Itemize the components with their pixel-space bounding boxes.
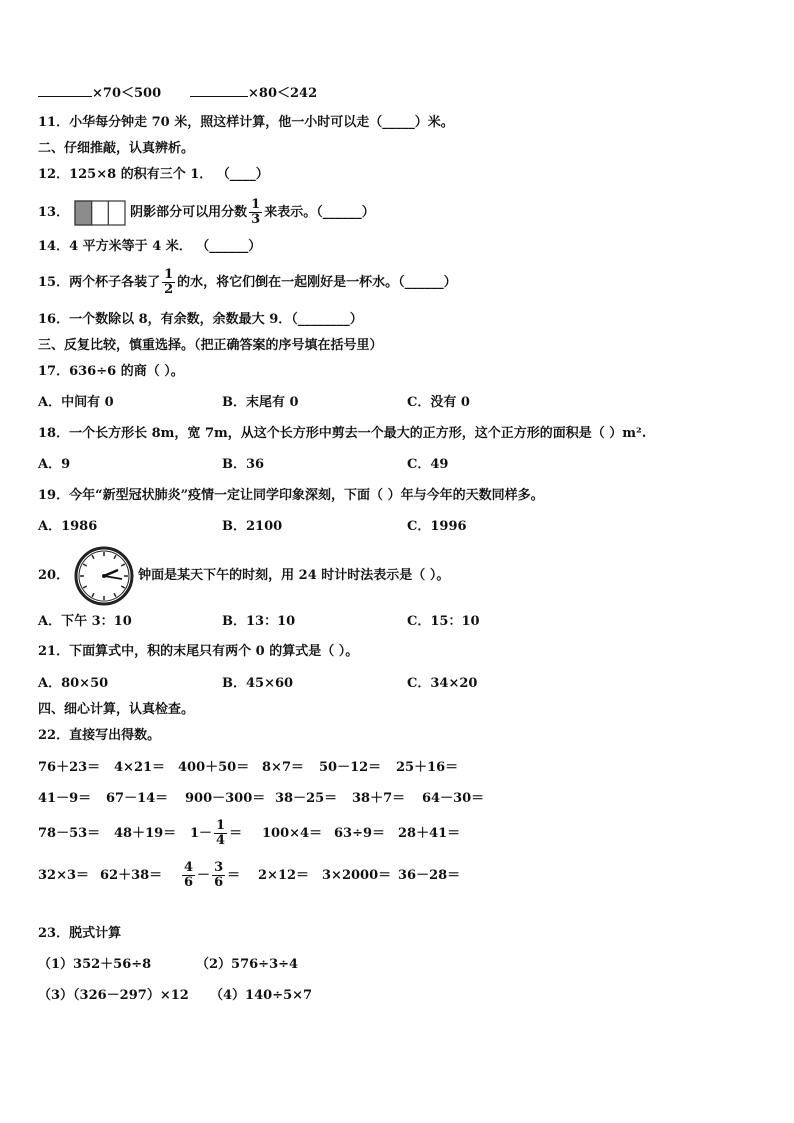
question-17: 17．636÷6 的商（ ）。 bbox=[38, 364, 184, 379]
calc-item: 25＋16＝ bbox=[396, 760, 459, 775]
calc-item: 50－12＝ bbox=[319, 760, 382, 775]
calc-item: 4×21＝ bbox=[114, 760, 166, 775]
question-11: 11．小华每分钟走 70 米，照这样计算，他一小时可以走（_____）米。 bbox=[38, 115, 454, 130]
calc-item: 67－14＝ bbox=[106, 791, 169, 806]
section-3-heading: 三、反复比较，慎重选择。（把正确答案的序号填在括号里） bbox=[38, 338, 383, 353]
calc-item: 38－25＝ bbox=[275, 791, 338, 806]
calc-item: 36－28＝ bbox=[398, 868, 461, 883]
clock-icon bbox=[74, 546, 134, 606]
step-calc-item: （2）576÷3÷4 bbox=[196, 957, 299, 972]
option-b[interactable]: B．36 bbox=[222, 457, 265, 472]
question-18: 18．一个长方形长 8m，宽 7m，从这个长方形中剪去一个最大的正方形，这个正方形的面积是（ ）m². bbox=[38, 426, 647, 441]
question-15: 15．两个杯子各装了 $\frac{1}{2}$ 的水，将它们倒在一起刚好是一杯水。（______） bbox=[38, 267, 457, 297]
option-c[interactable]: C．没有 0 bbox=[407, 395, 470, 410]
calc-item: 400＋50＝ bbox=[178, 760, 250, 775]
question-16: 16．一个数除以 8，有余数，余数最大 9．（________） bbox=[38, 312, 363, 327]
calc-item: 48＋19＝ bbox=[114, 826, 177, 841]
answer-blank[interactable] bbox=[38, 84, 92, 97]
question-14: 14．4 平方米等于 4 米． （______） bbox=[38, 239, 262, 254]
question-19: 19．今年“新型冠状肺炎”疫情一定让同学印象深刻，下面（ ）年与今年的天数同样多。 bbox=[38, 488, 544, 503]
question-22: 22．直接写出得数。 bbox=[38, 728, 161, 743]
option-a[interactable]: A．1986 bbox=[38, 519, 98, 534]
calc-item: 100×4＝ bbox=[262, 826, 323, 841]
option-b[interactable]: B．45×60 bbox=[222, 676, 294, 691]
step-calc-item: （3）（326－297）×12 bbox=[38, 988, 189, 1003]
option-a[interactable]: A．9 bbox=[38, 457, 71, 472]
calc-item: 3×2000＝ bbox=[322, 868, 392, 883]
answer-blank[interactable] bbox=[190, 84, 248, 97]
option-c[interactable]: C．1996 bbox=[407, 519, 467, 534]
calc-item: 64－30＝ bbox=[422, 791, 485, 806]
calc-item: 32×3＝ bbox=[38, 868, 90, 883]
fraction-one-half: $\frac{1}{2}$ bbox=[164, 267, 174, 297]
step-calc-item: （1）352＋56÷8 bbox=[38, 957, 152, 972]
option-a[interactable]: A．下午 3：10 bbox=[38, 614, 132, 629]
option-b[interactable]: B．13：10 bbox=[222, 614, 296, 629]
shaded-rectangle-figure bbox=[74, 200, 126, 226]
option-b[interactable]: B．末尾有 0 bbox=[222, 395, 299, 410]
section-2-heading: 二、仔细推敲，认真辨析。 bbox=[38, 141, 195, 156]
calc-item-fraction: $\frac{4}{6}$ － $\frac{3}{6}$ ＝ bbox=[184, 860, 241, 890]
calc-item: 41－9＝ bbox=[38, 791, 92, 806]
option-c[interactable]: C．34×20 bbox=[407, 676, 478, 691]
calc-item: 900－300＝ bbox=[185, 791, 266, 806]
option-c[interactable]: C．49 bbox=[407, 457, 449, 472]
question-13: 13． 阴影部分可以用分数 $\frac{1}{3}$ 来表示。（______） bbox=[38, 197, 375, 227]
question-12: 12．125×8 的积有三个 1． （____） bbox=[38, 167, 269, 182]
question-20: 20． 钟面是某天下午的时刻，用 24 时计时法表示是（ ）。 bbox=[38, 546, 449, 606]
calc-item: 8×7＝ bbox=[262, 760, 304, 775]
step-calc-item: （4）140÷5×7 bbox=[210, 988, 313, 1003]
option-a[interactable]: A．80×50 bbox=[38, 676, 109, 691]
calc-item: 62＋38＝ bbox=[100, 868, 163, 883]
inequality-2: ×80＜242 bbox=[190, 84, 317, 103]
option-b[interactable]: B．2100 bbox=[222, 519, 283, 534]
inequality-1: ×70＜500 bbox=[38, 84, 161, 103]
calc-item: 38＋7＝ bbox=[352, 791, 406, 806]
option-a[interactable]: A．中间有 0 bbox=[38, 395, 114, 410]
calc-item: 28＋41＝ bbox=[398, 826, 461, 841]
question-21: 21．下面算式中，积的末尾只有两个 0 的算式是（ ）。 bbox=[38, 644, 359, 659]
calc-item: 2×12＝ bbox=[258, 868, 310, 883]
calc-item: 76＋23＝ bbox=[38, 760, 101, 775]
question-23: 23．脱式计算 bbox=[38, 926, 122, 941]
section-4-heading: 四、细心计算，认真检查。 bbox=[38, 702, 195, 717]
calc-item: 63÷9＝ bbox=[334, 826, 386, 841]
calc-item-fraction: 1－ $\frac{1}{4}$ ＝ bbox=[190, 818, 243, 848]
fraction-one-third: $\frac{1}{3}$ bbox=[251, 197, 261, 227]
calc-item: 78－53＝ bbox=[38, 826, 101, 841]
option-c[interactable]: C．15：10 bbox=[407, 614, 480, 629]
